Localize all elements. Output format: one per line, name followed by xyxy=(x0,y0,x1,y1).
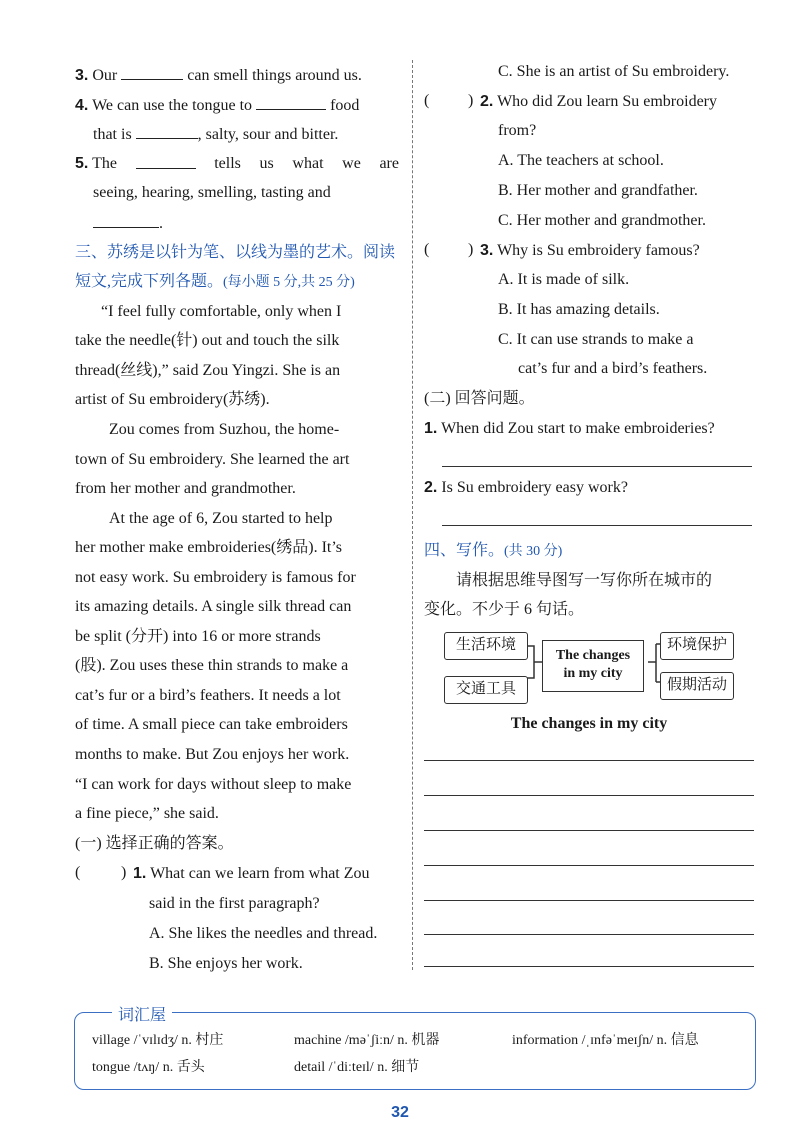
option-3c-line2: cat’s fur and a bird’s feathers. xyxy=(518,360,708,377)
vocab-item: village /ˈvɪlɪdʒ/ n. 村庄 xyxy=(92,1033,224,1048)
vocab-item: detail /ˈdiːteɪl/ n. 细节 xyxy=(294,1060,420,1075)
option-2a[interactable]: A. The teachers at school. xyxy=(498,152,664,169)
writing-prompt-line2: 变化。不少于 6 句话。 xyxy=(424,601,585,618)
blank-5a[interactable] xyxy=(136,154,196,169)
writing-line[interactable] xyxy=(424,966,754,967)
question-1-line2: said in the first paragraph? xyxy=(149,895,320,912)
mind-map-node-transportation: 交通工具 xyxy=(444,676,528,704)
section3-heading-line2: 短文,完成下列各题。(每小题 5 分,共 25 分) xyxy=(75,273,355,290)
option-3b[interactable]: B. It has amazing details. xyxy=(498,301,660,318)
vocabulary-title: 词汇屋 xyxy=(112,1002,172,1025)
vocabulary-box xyxy=(74,1012,756,1090)
passage-line: thread(丝线),” said Zou Yingzi. She is an xyxy=(75,362,341,379)
answer-bracket-close: ) xyxy=(121,864,127,881)
blank-5b[interactable] xyxy=(93,213,159,228)
fill-item-5-line3: . xyxy=(93,213,163,234)
fill-item-4: 4. We can use the tongue to food xyxy=(75,97,360,114)
writing-line[interactable] xyxy=(424,795,754,796)
page-number: 32 xyxy=(391,1104,409,1121)
passage-line: from her mother and grandmother. xyxy=(75,480,296,497)
option-1a[interactable]: A. She likes the needles and thread. xyxy=(149,925,378,942)
mind-map-center: The changes in my city xyxy=(542,640,644,692)
answer-bracket-open: ( xyxy=(424,92,430,109)
writing-line[interactable] xyxy=(424,934,754,935)
blank-4b[interactable] xyxy=(136,124,198,139)
short-question-1: 1. When did Zou start to make embroideries? xyxy=(424,420,715,437)
passage-line: “I can work for days without sleep to make xyxy=(75,776,352,793)
passage-line: artist of Su embroidery(苏绣). xyxy=(75,391,270,408)
option-1c[interactable]: C. She is an artist of Su embroidery. xyxy=(498,63,730,80)
fill-item-5: 5. The tells us what we are xyxy=(75,155,399,172)
passage-line: At the age of 6, Zou started to help xyxy=(109,510,333,527)
writing-line[interactable] xyxy=(424,760,754,761)
part1-title: (一) 选择正确的答案。 xyxy=(75,835,234,852)
question-2: 2. Who did Zou learn Su embroidery xyxy=(480,93,718,110)
short-question-2: 2. Is Su embroidery easy work? xyxy=(424,479,628,496)
essay-title: The changes in my city xyxy=(510,715,668,732)
question-2-line2: from? xyxy=(498,122,537,139)
column-divider xyxy=(412,60,413,970)
option-3a[interactable]: A. It is made of silk. xyxy=(498,271,630,288)
passage-line: her mother make embroideries(绣品). It’s xyxy=(75,539,343,556)
option-1b[interactable]: B. She enjoys her work. xyxy=(149,955,303,972)
answer-line-1[interactable] xyxy=(442,466,752,467)
vocab-item: tongue /tʌŋ/ n. 舌头 xyxy=(92,1060,205,1075)
passage-line: of time. A small piece can take embroiders xyxy=(75,716,348,733)
writing-line[interactable] xyxy=(424,900,754,901)
question-1: 1. What can we learn from what Zou xyxy=(133,865,370,882)
vocab-item: information /ˌɪnfəˈmeɪʃn/ n. 信息 xyxy=(512,1033,699,1048)
passage-line: a fine piece,” she said. xyxy=(75,805,219,822)
fill-item-4-line2: that is , salty, sour and bitter. xyxy=(93,126,339,143)
section4-heading: 四、写作。(共 30 分) xyxy=(424,542,563,559)
passage-line: take the needle(针) out and touch the silk xyxy=(75,332,340,349)
passage-line: “I feel fully comfortable, only when I xyxy=(101,303,342,320)
option-2b[interactable]: B. Her mother and grandfather. xyxy=(498,182,698,199)
mind-map-node-living-environment: 生活环境 xyxy=(444,632,528,660)
mind-map-node-environment-protection: 环境保护 xyxy=(660,632,734,660)
writing-line[interactable] xyxy=(424,865,754,866)
fill-item-3: 3. Our can smell things around us. xyxy=(75,67,362,84)
mind-map-node-holiday-activities: 假期活动 xyxy=(660,672,734,700)
answer-bracket-close: ) xyxy=(468,241,474,258)
blank-3[interactable] xyxy=(121,65,183,80)
passage-line: town of Su embroidery. She learned the art xyxy=(75,451,350,468)
passage-line: months to make. But Zou enjoys her work. xyxy=(75,746,350,763)
question-3: 3. Why is Su embroidery famous? xyxy=(480,242,700,259)
section3-heading: 三、苏绣是以针为笔、以线为墨的艺术。阅读 xyxy=(75,244,396,261)
option-3c[interactable]: C. It can use strands to make a xyxy=(498,331,694,348)
answer-bracket-close: ) xyxy=(468,92,474,109)
passage-line: (股). Zou uses these thin strands to make a xyxy=(75,657,349,674)
answer-bracket-open: ( xyxy=(75,864,81,881)
vocab-item: machine /məˈʃiːn/ n. 机器 xyxy=(294,1033,440,1048)
passage-line: be split (分开) into 16 or more strands xyxy=(75,628,321,645)
answer-bracket-open: ( xyxy=(424,241,430,258)
blank-4a[interactable] xyxy=(256,95,326,110)
writing-prompt: 请根据思维导图写一写你所在城市的 xyxy=(456,572,713,589)
passage-line: its amazing details. A single silk thread can xyxy=(75,598,352,615)
option-2c[interactable]: C. Her mother and grandmother. xyxy=(498,212,706,229)
writing-line[interactable] xyxy=(424,830,754,831)
passage-line: not easy work. Su embroidery is famous for xyxy=(75,569,356,586)
passage-line: cat’s fur or a bird’s feathers. It needs a lot xyxy=(75,687,341,704)
answer-line-2[interactable] xyxy=(442,525,752,526)
part2-title: (二) 回答问题。 xyxy=(424,390,535,407)
passage-line: Zou comes from Suzhou, the home- xyxy=(109,421,340,438)
fill-item-5-line2: seeing, hearing, smelling, tasting and xyxy=(93,184,331,201)
